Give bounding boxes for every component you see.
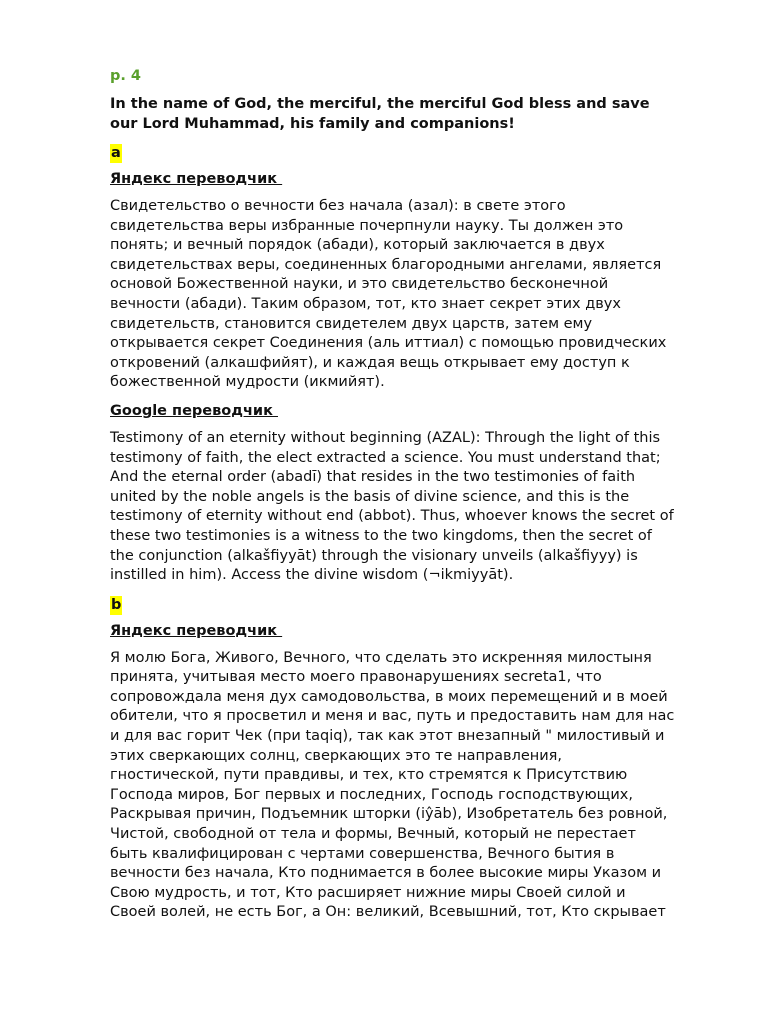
heading-line: our Lord Muhammad, his family and companions! [110, 116, 515, 132]
text-line: и для вас горит Чек (при taqiq), так как этот внезапный " милостивый и [110, 728, 665, 745]
text-line: united by the noble angels is the basis of divine science, and this is the [110, 488, 630, 505]
page-number: p. 4 [110, 68, 142, 84]
yandex-translation-a [110, 197, 720, 393]
text-line: Testimony of an eternity without beginning (AZAL): Through the light of this [110, 429, 661, 446]
section-marker-b: b [111, 596, 122, 613]
text-line: these two testimonies is a witness to the two kingdoms, then the secret of [110, 527, 652, 544]
text-line: And the eternal order (abadī) that resides in the two testimonies of faith [110, 469, 636, 486]
text-line: сопровождала меня дух самодовольства, в моих перемещений и в моей [110, 688, 668, 705]
document-page [110, 66, 720, 931]
text-line: the conjunction (alkašfiyyāt) through the visionary unveils (alkašfiyyy) is [110, 547, 638, 564]
text-line: Свидетельство о вечности без начала (азал): в свете этого [110, 198, 566, 214]
text-line: этих сверкающих солнц, сверкающих это те направления, [110, 747, 562, 764]
yandex-translator-label-a: Яндекс переводчик [110, 171, 283, 187]
text-line: вечности без начала, Кто поднимается в более высокие миры Указом и [110, 865, 662, 882]
text-line: testimony of faith, the elect extracted a science. You must understand that; [110, 449, 661, 466]
google-translation-a [110, 429, 720, 586]
text-line: Своей волей, не есть Бог, а Он: великий, Всевышний, тот, Кто скрывает [110, 904, 666, 921]
text-line: основой Божественной науки, и это свидетельство бесконечной [110, 276, 609, 293]
text-line: Свою мудрость, и тот, Кто расширяет нижние миры Своей силой и [110, 884, 626, 901]
text-line: принята, учитывая место моего правонарушениях secreta1, что [110, 669, 602, 686]
document-heading [110, 94, 720, 134]
text-line: понять; и вечный порядок (абади), который заключается в двух [110, 237, 605, 254]
text-line: божественной мудрости (икмийят). [110, 374, 385, 391]
text-line: свидетельств, становится свидетелем двух царств, затем ему [110, 315, 593, 332]
text-line: instilled in him). Access the divine wisdom (¬ikmiyyāt). [110, 567, 514, 584]
text-line: Я молю Бога, Живого, Вечного, что сделать это искренняя милостыня [110, 649, 652, 666]
yandex-translator-label-b: Яндекс переводчик [110, 622, 283, 639]
section-a-marker-row [110, 142, 720, 169]
heading-line: In the name of God, the merciful, the merciful God bless and save [110, 96, 650, 112]
yandex-translation-b [110, 649, 720, 923]
text-line: свидетельствах веры, соединенных благородными ангелами, является [110, 256, 662, 273]
text-line: testimony of eternity without end (abbot). Thus, whoever knows the secret of [110, 508, 674, 525]
text-line: Чистой, свободной от тела и формы, Вечный, который не перестает [110, 826, 636, 843]
google-translator-label-a: Google переводчик [110, 402, 278, 419]
text-line: открывается секрет Соединения (аль иттиал) с помощью провидческих [110, 335, 667, 352]
text-line: Раскрывая причин, Подъемник шторки (iŷāb), Изобретатель без ровной, [110, 806, 668, 823]
text-line: вечности (абади). Таким образом, тот, кто знает секрет этих двух [110, 295, 621, 312]
text-line: свидетельства веры избранные почерпнули науку. Ты должен это [110, 217, 624, 234]
text-line: быть квалифицирован с чертами совершенства, Вечного бытия в [110, 845, 615, 862]
section-marker-a: a [111, 145, 121, 161]
text-line: гностической, пути правдивы, и тех, кто стремятся к Присутствию [110, 767, 628, 784]
text-line: откровений (алкашфийят), и каждая вещь открывает ему доступ к [110, 354, 630, 371]
text-line: обители, что я просветил и меня и вас, путь и предоставить нам для нас [110, 708, 675, 725]
section-b-marker-row [110, 594, 720, 621]
text-line: Господа миров, Бог первых и последних, Господь господствующих, [110, 786, 633, 803]
